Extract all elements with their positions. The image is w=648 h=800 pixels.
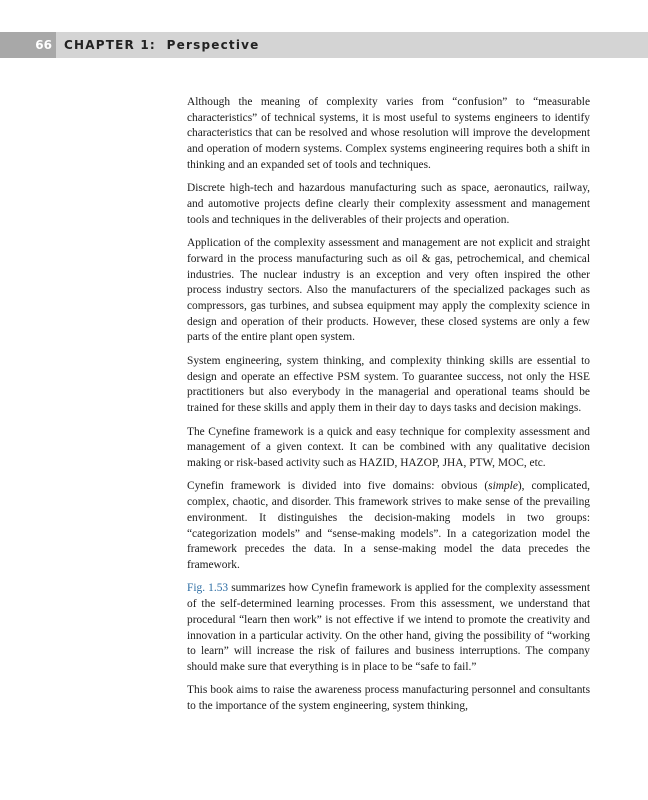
section-title: Perspective — [166, 38, 260, 52]
paragraph-6: Cynefin framework is divided into five domains: obvious (simple), complicated, complex, chaotic, and disorder. This framework strives to make sense of the prevailing environment. It distinguishes the decision-making models in two groups: “categorization models” and “sense-making models”. In a categorization model the framework precedes the data. In a sense-making model the data precedes the framework. — [187, 480, 590, 571]
page-number: 66 — [0, 32, 56, 58]
body-text — [187, 95, 590, 723]
chapter-title — [64, 32, 260, 58]
paragraph-8: This book aims to raise the awareness process manufacturing personnel and consultants to the importance of the system engineering, system thinking, — [187, 684, 590, 713]
chapter-label: CHAPTER 1: — [64, 38, 156, 52]
paragraph-5: The Cynefine framework is a quick and easy technique for complexity assessment and management of a given context. It can be combined with any qualitative decision making or risk-based activity such as HAZID, HAZOP, JHA, PTW, MOC, etc. — [187, 425, 590, 469]
paragraph-7: Fig. 1.53 summarizes how Cynefin framework is applied for the complexity assessment of the self-determined learning processes. From this assessment, we understand that procedural “learn then work” is not effective if we intend to promote the creativity and innovation in a particular activity. On the other hand, giving the possibility of “working to learn” will increase the risk of failures and business interruptions. The company should make sure that everything is in place to be “safe to fail.” — [187, 582, 591, 673]
paragraph-3: Application of the complexity assessment and management are not explicit and straight forward in the process manufacturing such as oil & gas, petrochemical, and chemical industries. The nuclear industry is an exception and very often inspired the other process industry sectors. Also the manufacturers of the specialized packages such as compressors, gas turbines, and subsea equipment may apply the complexity science in design and operation of their products. However, these closed systems are only a few parts of the entire plant open system. — [187, 237, 590, 344]
figure-reference-link[interactable]: Fig. 1.53 — [187, 582, 229, 595]
running-header — [0, 32, 648, 58]
emphasis-simple: simple — [488, 480, 518, 493]
paragraph-2: Discrete high-tech and hazardous manufacturing such as space, aeronautics, railway, and automotive projects define clearly their complexity assessment and management tools and techniques in the deliverables of their projects and operation. — [187, 182, 590, 226]
paragraph-4: System engineering, system thinking, and complexity thinking skills are essential to design and operate an effective PSM system. To guarantee success, not only the HSE practitioners but also everybody in the managerial and operational teams should be trained for these skills and apply them in their day to days tasks and decision makings. — [187, 354, 590, 415]
paragraph-1: Although the meaning of complexity varies from “confusion” to “measurable characteristics” of technical systems, it is most useful to systems engineers to identify characteristics that can be resolved and whose resolution will improve the development and operation of modern systems. Complex systems engineering requires both a shift in thinking and an expanded set of tools and techniques. — [187, 96, 590, 171]
